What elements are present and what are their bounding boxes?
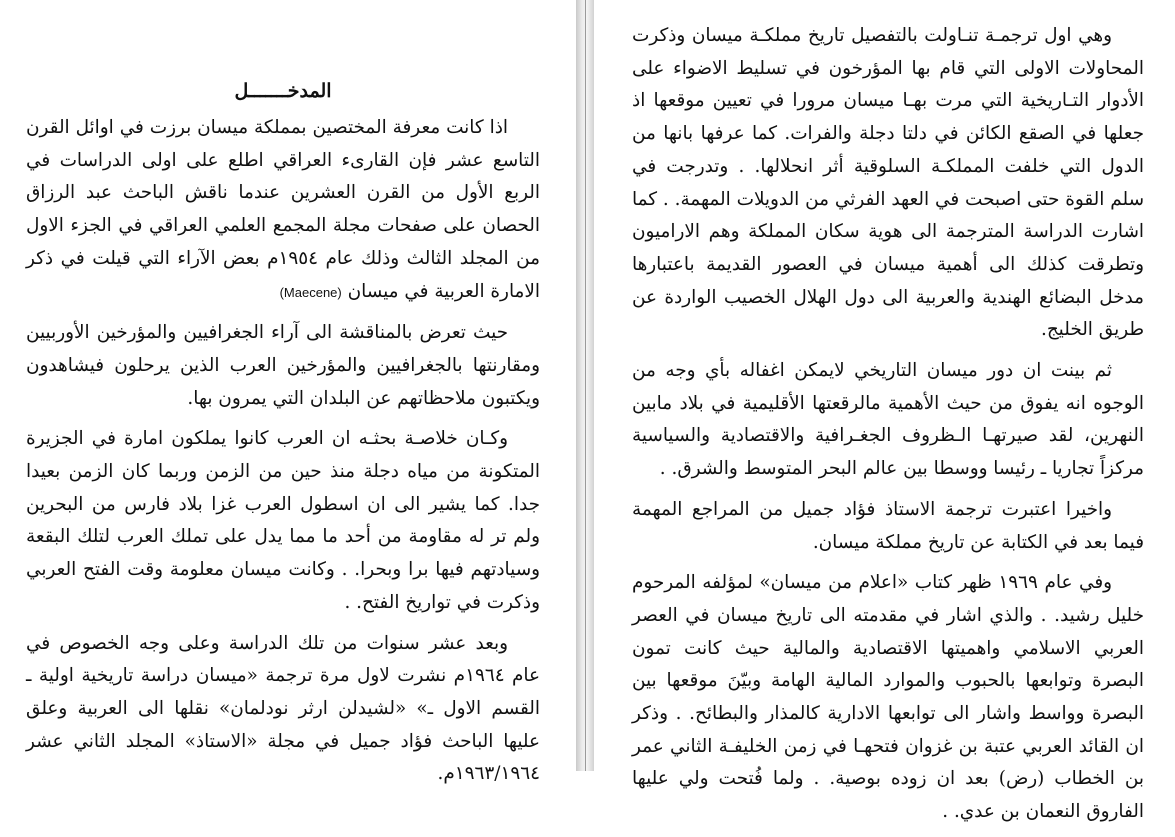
right-paragraph-2: ثم بينت ان دور ميسان التاريخي لايمكن اغفاله بأي وجه من الوجوه انه يفوق من حيث الأهمية مالرقعتها الأقليمية في بلاد مابين النهرين، لقد صيرتهـا الـظروف الجغـرافية والاقتصادية والسياسية مركزاً تجاريا ـ رئيسا ووسطا بين عالم البحر المتوسط والشرق. .: [632, 360, 1144, 480]
right-paragraph-4: وفي عام ١٩٦٩ ظهر كتاب «اعلام من ميسان» لمؤلفه المرحوم خليل رشيد. . والذي اشار في مقدمته الى تاريخ ميسان في العصر العربي الاسلامي واهميتها الاقتصادية والمالية حيث كانت تمون البصرة وتوابعها بالحبوب والموارد المالية الهامة وبيّنَ موقعها بين البصرة وواسط واشار الى توابعها الادارية كالمذار والبطائح. . وذكر ان القائد العربي عتبة بن غزوان فتحهـا في زمن الخليفـة الثاني عمر بن الخطاب (رض) بعد ان زوده بوصية. . ولما فُتحت ولي عليها الفاروق النعمان بن عدي. .: [632, 572, 1144, 823]
left-paragraph-4: وبعد عشر سنوات من تلك الدراسة وعلى وجه الخصوص في عام ١٩٦٤م نشرت لاول مرة ترجمة «ميسان دراسة تاريخية اولية ـ القسم الاول ـ» «لشيدلن ارثر نودلمان» نقلها الى العربية وعلق عليها الباحث فؤاد جميل في مجلة «الاستاذ» المجلد الثاني عشر ١٩٦٣/١٩٦٤م.: [26, 632, 541, 785]
right-text-column: [632, 20, 1144, 837]
left-text-column: [26, 112, 540, 799]
right-paragraph-3: واخيرا اعتبرت ترجمة الاستاذ فؤاد جميل من المراجع المهمة فيما بعد في الكتابة عن تاريخ مملكة ميسان.: [632, 498, 1144, 553]
right-paragraph-1: وهي اول ترجمـة تنـاولت بالتفصيل تاريخ مملكـة ميسان وذكرت المحاولات الاولى التي قام بها المؤرخون في تسليط الاضواء على الأدوار التـاريخية التي مرت بهـا ميسان مرورا في تعيين موقعها اذ جعلها في الصقع الكائن في دلتا دجلة والفرات. كما عرفها بانها من الدول التي خلفت المملكـة السلوقية أثر انحلالها. . وتدرجت في سلم القوة حتى اصبحت في العهد الفرثي من الدويلات المهمة. . كما اشارت الدراسة المترجمة الى هوية سكان المملكة وهم الاراميون وتطرقت كذلك الى أهمية ميسان في العصور القديمة باعتبارها مدخل البضائع الهندية والعربية الى دول الهلال الخصيب الواردة عن طريق الخليج.: [632, 25, 1144, 341]
right-page: [594, 0, 1175, 823]
section-title-text: المدخـــــــل: [234, 80, 332, 102]
left-paragraph-3: وكـان خلاصـة بحثـه ان العرب كانوا يملكون امارة في الجزيرة المتكونة من مياه دجلة منذ حين من الزمن وربما كان الزمن بعيدا جدا. كما يشير الى ان اسطول العرب غزا بلاد فارس من البحرين ولم تر له مقاومة من أحد ما مما يدل على تملك العرب لتلك البقعة وسيادتهم فيها برا وبحرا. . وكانت ميسان معلومة وقت الفتح العربي وذكرت في تواريخ الفتح. .: [26, 428, 540, 613]
left-paragraph-1: [26, 112, 540, 309]
book-spine-line: [585, 0, 586, 771]
left-page: [0, 0, 576, 785]
left-paragraph-2: حيث تعرض بالمناقشة الى آراء الجغرافيين والمؤرخين الأوربيين ومقارنتها بالجغرافيين والمؤرخين العرب الذين يرحلون فيشاهدون ويكتبون ملاحظاتهم عن البلدان التي يمرون بها.: [26, 322, 540, 409]
left-paragraph-1-text: اذا كانت معرفة المختصين بمملكة ميسان برزت في اوائل القرن التاسع عشر فإن القارىء العراقي اطلع على اولى الدراسات في الربع الأول من القرن العشرين عندما ناقش الباحث عبد الرزاق الحصان على صفحات مجلة المجمع العلمي العراقي في الجزء الاول من المجلد الثالث وذلك عام ١٩٥٤م بعض الآراء التي قيلت في ذكر الامارة العربية في ميسان: [26, 117, 541, 302]
latin-term-maecene: (Maecene): [279, 284, 342, 300]
section-title: [26, 76, 540, 106]
